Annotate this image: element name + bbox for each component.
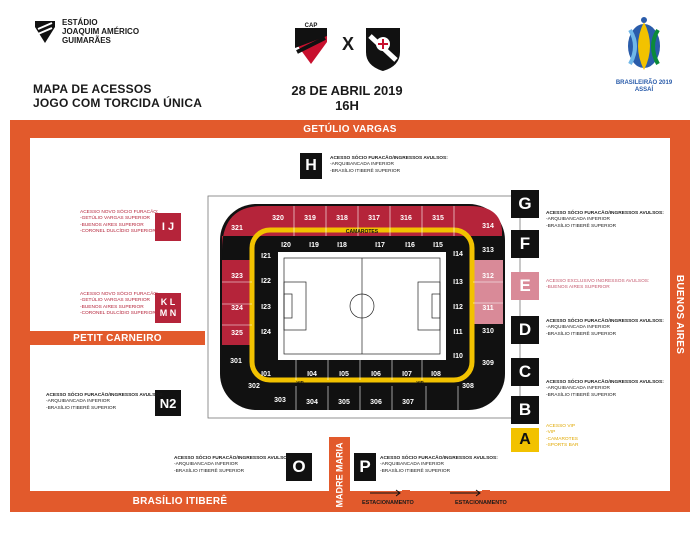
legend-line: -BUENOS AIRES SUPERIOR — [546, 285, 610, 291]
legend-line: -BRASÍLIO ITIBERÊ SUPERIOR — [330, 168, 401, 174]
sector-label: 318 — [336, 215, 348, 222]
sector-label: I24 — [261, 329, 271, 336]
upper-right-pink-ring — [473, 260, 503, 324]
stadium-line-2: JOAQUIM AMÉRICO — [62, 27, 140, 36]
legend-gate-cb — [546, 380, 664, 399]
league-line-1: BRASILEIRÃO 2019 — [615, 80, 673, 86]
legend-gate-klmn — [80, 292, 158, 318]
legend-line: -ARQUIBANCADA INFERIOR — [546, 386, 610, 392]
map-title-line-1: MAPA DE ACESSOS — [33, 82, 152, 96]
sector-label: I01 — [261, 371, 271, 378]
sector-label: I22 — [261, 278, 271, 285]
parking-icons — [370, 486, 500, 498]
legend-gate-h — [330, 156, 448, 175]
trophy-icon — [612, 12, 676, 76]
away-team-crest — [364, 26, 402, 72]
gate-a-label: A — [519, 431, 531, 448]
legend-title: ACESSO EXCLUSIVO INGRESSOS AVULSOS: — [546, 279, 650, 284]
sector-label: I16 — [405, 242, 415, 249]
legend-line: -ARQUIBANCADA INFERIOR — [380, 462, 444, 468]
stadium-map — [200, 190, 530, 435]
legend-title: ACESSO SÓCIO FURACÃO/INGRESSOS AVULSOS: — [380, 456, 498, 461]
legend-gate-o — [174, 456, 292, 475]
league-name — [612, 80, 676, 93]
sector-label: 319 — [304, 215, 316, 222]
legend-line: -ARQUIBANCADA INFERIOR — [546, 325, 610, 331]
sector-label: I18 — [337, 242, 347, 249]
sector-label: I23 — [261, 304, 271, 311]
sector-label: 305 — [338, 399, 350, 406]
sector-label: 302 — [248, 383, 260, 390]
legend-title: ACESSO SÓCIO FURACÃO/INGRESSOS AVULSOS: — [546, 380, 664, 385]
sector-label: I06 — [371, 371, 381, 378]
gate-f-label: F — [519, 234, 531, 253]
gate-ij[interactable] — [155, 213, 181, 241]
car-arrows-icon — [370, 487, 500, 499]
sector-label: I07 — [402, 371, 412, 378]
legend-title: ACESSO SÓCIO FURACÃO/INGRESSOS AVULSOS: — [546, 211, 664, 216]
legend-line: -BRASÍLIO ITIBERÊ SUPERIOR — [174, 468, 245, 474]
street-petit-carneiro: PETIT CARNEIRO — [30, 331, 205, 345]
vip-label-left: VIP — [296, 380, 304, 385]
sector-label: I14 — [453, 251, 463, 258]
sector-label: I15 — [433, 242, 443, 249]
sector-label: I11 — [453, 329, 463, 336]
camarotes-label: CAMAROTES — [345, 229, 379, 235]
legend-gate-a — [546, 424, 578, 450]
gate-d-label: D — [518, 320, 532, 339]
gate-e-label: E — [519, 276, 531, 295]
gate-c[interactable] — [511, 358, 539, 386]
league-line-2: ASSAÍ — [634, 86, 654, 93]
sector-label: 306 — [370, 399, 382, 406]
vip-label-right: VIP — [416, 380, 424, 385]
gate-h-label: H — [305, 157, 317, 174]
legend-title: ACESSO VIP — [546, 424, 576, 429]
sector-label: 315 — [432, 215, 444, 222]
street-buenos-aires-label: BUENOS AIRES — [674, 274, 686, 355]
stadium-name — [62, 18, 139, 45]
legend-title: ACESSO SÓCIO FURACÃO/INGRESSOS AVULSOS: — [546, 319, 664, 324]
sector-label: I19 — [309, 242, 319, 249]
street-buenos-aires — [670, 138, 690, 491]
sector-label: 313 — [482, 247, 494, 254]
legend-line: -CORONEL DULCÍDIO SUPERIOR — [80, 311, 156, 317]
legend-line: -ARQUIBANCADA INFERIOR — [546, 217, 610, 223]
legend-line: -BUENOS AIRES SUPERIOR — [80, 304, 144, 310]
street-madre-maria-label: MADRE MARIA — [334, 442, 345, 507]
legend-gate-n2 — [46, 393, 164, 412]
sector-label: I08 — [431, 371, 441, 378]
legend-title: ACESSO SÓCIO FURACÃO/INGRESSOS AVULSOS: — [330, 156, 448, 161]
match-time: 16H — [335, 98, 359, 113]
gate-d[interactable] — [511, 316, 539, 344]
stadium-line-1: ESTÁDIO — [62, 18, 98, 27]
sector-label: 325 — [231, 330, 243, 337]
legend-gate-ij — [80, 210, 158, 236]
sector-label: I17 — [375, 242, 385, 249]
legend-title: ACESSO SÓCIO FURACÃO/INGRESSOS AVULSOS: — [46, 393, 164, 398]
gate-g[interactable] — [511, 190, 539, 218]
versus-label: X — [342, 34, 355, 54]
sector-label: 304 — [306, 399, 318, 406]
gate-mn-label: M N — [159, 308, 177, 318]
legend-gate-p — [380, 456, 498, 475]
gate-klmn[interactable] — [155, 293, 181, 323]
sector-label: I12 — [453, 304, 463, 311]
gate-a[interactable] — [511, 428, 539, 452]
stadium-logo — [33, 19, 57, 45]
gate-n2-label: N2 — [159, 395, 177, 411]
sector-label: 307 — [402, 399, 414, 406]
legend-line: -CAMAROTES — [546, 436, 578, 442]
legend-line: -BRASÍLIO ITIBERÊ SUPERIOR — [380, 468, 451, 474]
sector-label: I05 — [339, 371, 349, 378]
legend-line: -BUENOS AIRES SUPERIOR — [80, 222, 144, 228]
gate-b[interactable] — [511, 396, 539, 424]
sector-label: 314 — [482, 223, 494, 230]
sector-label: 323 — [231, 273, 243, 280]
legend-line: -ARQUIBANCADA INFERIOR — [174, 462, 238, 468]
legend-line: -SPORTS BAR — [546, 443, 579, 449]
legend-line: -BRASÍLIO ITIBERÊ SUPERIOR — [546, 223, 617, 229]
map-title-line-2: JOGO COM TORCIDA ÚNICA — [33, 96, 203, 110]
legend-title: ACESSO SÓCIO FURACÃO/INGRESSOS AVULSOS: — [174, 456, 292, 461]
legend-title: ACESSO NOVO SÓCIO FURACÃO: — [80, 292, 159, 297]
sector-label: 308 — [462, 383, 474, 390]
legend-line: -CORONEL DULCÍDIO SUPERIOR — [80, 229, 156, 235]
legend-line: -GETÚLIO VARGAS SUPERIOR — [80, 216, 151, 222]
sector-label: I13 — [453, 279, 463, 286]
gate-kl-label: K L — [160, 297, 176, 307]
legend-line: -BRASÍLIO ITIBERÊ SUPERIOR — [46, 405, 117, 411]
sector-label: 312 — [482, 273, 494, 280]
legend-gate-g — [546, 211, 664, 230]
gate-ij-label: I J — [161, 221, 175, 233]
cap-shield-icon — [33, 19, 57, 45]
legend-gate-d — [546, 319, 664, 338]
sector-label: I10 — [453, 353, 463, 360]
parking-label-2: ESTACIONAMENTO — [455, 500, 507, 506]
sector-label: 301 — [230, 358, 242, 365]
gate-f[interactable] — [511, 230, 539, 258]
sector-label: 316 — [400, 215, 412, 222]
gate-h[interactable] — [300, 153, 322, 179]
sector-label: 321 — [231, 225, 243, 232]
legend-title: ACESSO NOVO SÓCIO FURACÃO: — [80, 210, 159, 215]
gate-c-label: C — [518, 362, 532, 381]
match-date: 28 DE ABRIL 2019 — [291, 83, 403, 98]
home-logo-text: CAP — [304, 23, 318, 29]
street-madre-maria — [329, 437, 350, 512]
vasco-crest-icon — [364, 26, 402, 72]
parking-label-1: ESTACIONAMENTO — [362, 500, 414, 506]
gate-p-label: P — [359, 457, 371, 476]
street-brasilio-itibere: BRASÍLIO ITIBERÊ — [30, 491, 330, 512]
sector-label: 317 — [368, 215, 380, 222]
legend-line: -VIP — [546, 430, 556, 436]
gate-o-label: O — [292, 457, 306, 476]
sector-label: 310 — [482, 328, 494, 335]
legend-line: -BRASÍLIO ITIBERÊ SUPERIOR — [546, 331, 617, 337]
legend-line: -ARQUIBANCADA INFERIOR — [330, 162, 394, 168]
stadium-line-3: GUIMARÃES — [62, 36, 111, 45]
home-team-crest — [293, 22, 329, 66]
athletico-crest-icon — [293, 22, 329, 66]
legend-line: -GETÚLIO VARGAS SUPERIOR — [80, 298, 151, 304]
sector-label: I21 — [261, 253, 271, 260]
legend-line: -BRASÍLIO ITIBERÊ SUPERIOR — [546, 392, 617, 398]
sector-label: 303 — [274, 397, 286, 404]
sector-label: 309 — [482, 360, 494, 367]
map-title — [33, 82, 202, 110]
sector-label: I20 — [281, 242, 291, 249]
gate-b-label: B — [518, 400, 532, 419]
league-logo — [612, 12, 676, 93]
gate-g-label: G — [518, 194, 532, 213]
sector-label: I04 — [307, 371, 317, 378]
legend-gate-e — [546, 279, 649, 292]
legend-line: -ARQUIBANCADA INFERIOR — [46, 399, 110, 405]
sector-label: 320 — [272, 215, 284, 222]
sector-label: 324 — [231, 305, 243, 312]
gate-e[interactable] — [511, 272, 539, 300]
gate-p[interactable] — [354, 453, 376, 481]
sector-label: 311 — [482, 305, 494, 312]
street-getulio-vargas: GETÚLIO VARGAS — [250, 120, 450, 138]
